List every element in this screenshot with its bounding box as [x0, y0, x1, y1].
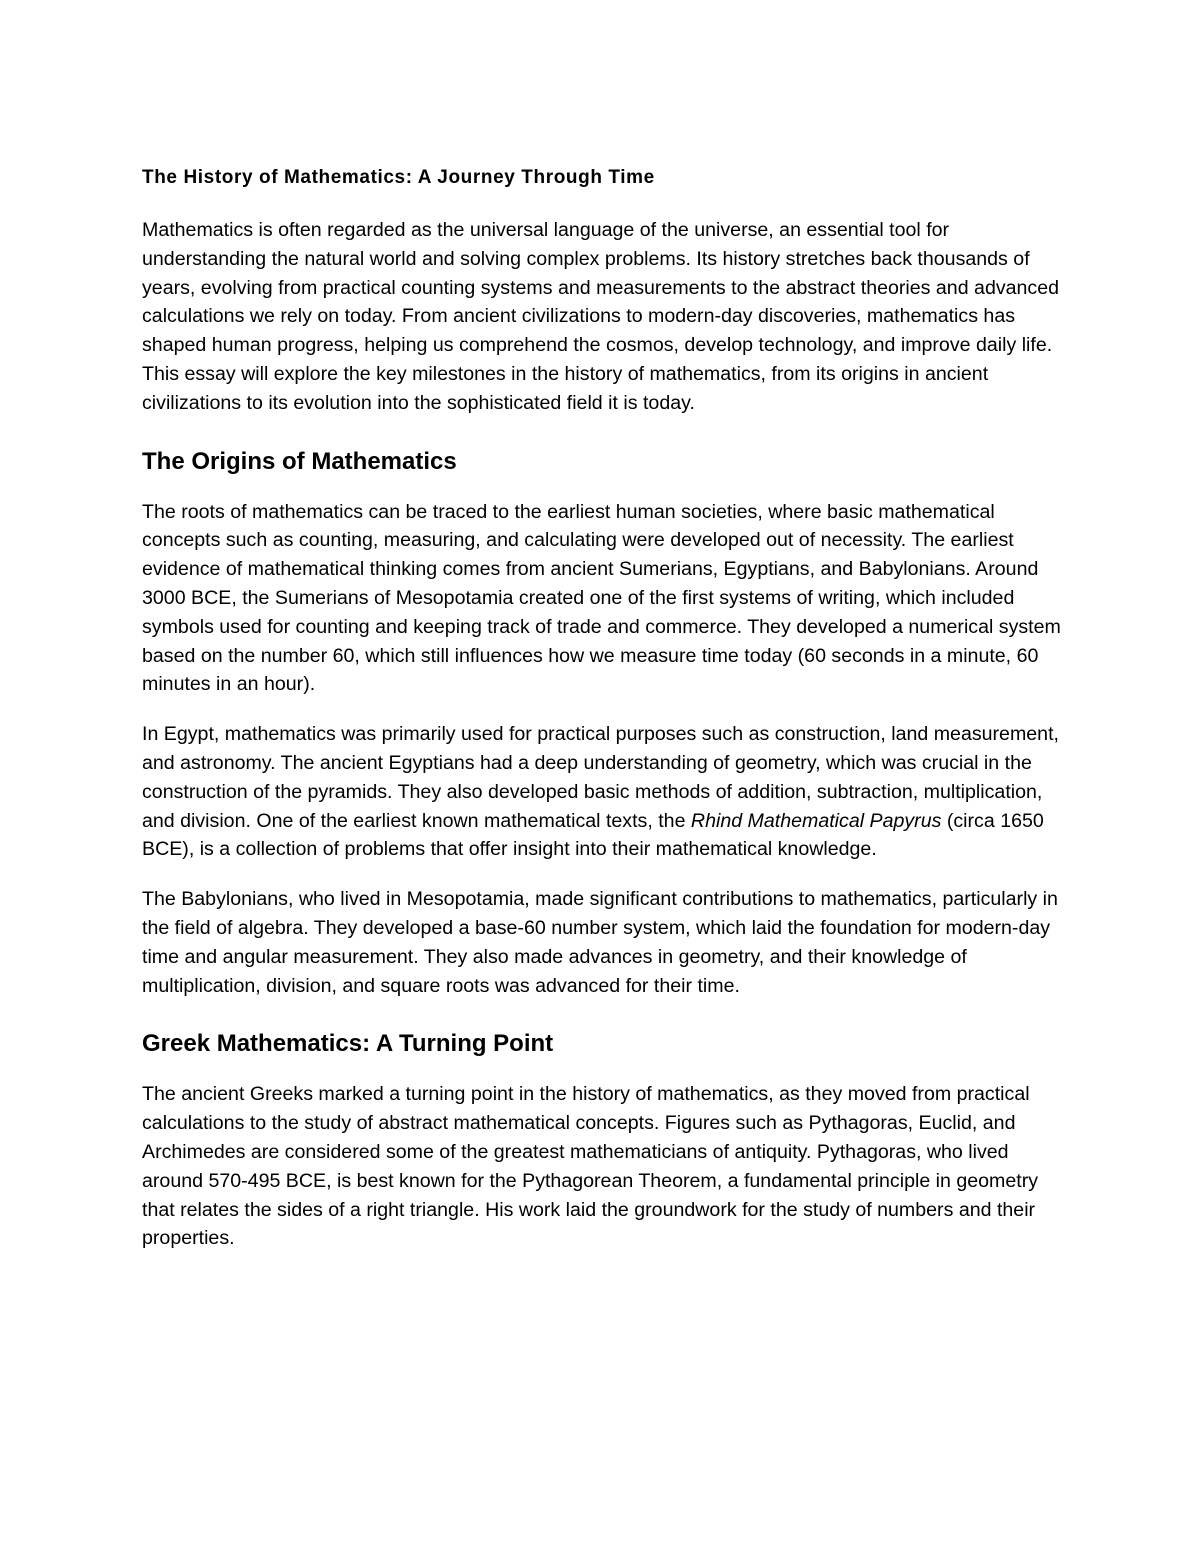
- origins-paragraph-1: The roots of mathematics can be traced to the earliest human societies, where basic mathematical concepts such as counting, measuring, and calculating were developed out of necessity. The earliest evidence of mathematical thinking comes from ancient Sumerians, Egyptians, and Babylonians. Around 3000 BCE, the Sumerians of Mesopotamia created one of the first systems of writing, which included symbols used for counting and keeping track of trade and commerce. They developed a numerical system based on the number 60, which still influences how we measure time today (60 seconds in a minute, 60 minutes in an hour).: [142, 500, 1061, 696]
- origins-paragraph-3: The Babylonians, who lived in Mesopotamia, made significant contributions to mathematics, particularly in the field of algebra. They developed a base-60 number system, which laid the foundation for modern-day time and angular measurement. They also made advances in geometry, and their knowledge of multiplication, division, and square roots was advanced for their time.: [142, 888, 1058, 997]
- intro-paragraph: Mathematics is often regarded as the universal language of the universe, an essential tool for understanding the natural world and solving complex problems. Its history stretches back thousands of years, evolving from practical counting systems and measurements to the abstract theories and advanced calculations we rely on today. From ancient civilizations to modern-day discoveries, mathematics has shaped human progress, helping us comprehend the cosmos, develop technology, and improve daily life. This essay will explore the key milestones in the history of mathematics, from its origins in ancient civilizations to its evolution into the sophisticated field it is today.: [142, 219, 1060, 414]
- papyrus-title: Rhind Mathematical Papyrus: [690, 809, 942, 832]
- document-page: [142, 162, 1062, 1274]
- section-heading-greek: Greek Mathematics: A Turning Point: [142, 1030, 554, 1058]
- greek-paragraph-1: The ancient Greeks marked a turning point in the history of mathematics, as they moved from practical calculations to the study of abstract mathematical concepts. Figures such as Pythagoras, Euclid, and Archimedes are considered some of the greatest mathematicians of antiquity. Pythagoras, who lived around 570-495 BCE, is best known for the Pythagorean Theorem, a fundamental principle in geometry that relates the sides of a right triangle. His work laid the groundwork for the study of numbers and their properties.: [142, 1083, 1039, 1250]
- origins-paragraph-2-text-b: (circa 1650 BCE), is a collection of problems that offer insight into their mathematical knowledge.: [142, 809, 1044, 861]
- document-title: The History of Mathematics: A Journey Through Time: [142, 167, 655, 188]
- section-heading-origins: The Origins of Mathematics: [142, 447, 457, 475]
- origins-paragraph-2-text-a: In Egypt, mathematics was primarily used for practical purposes such as construction, land measurement, and astronomy. The ancient Egyptians had a deep understanding of geometry, which was crucial in the construction of the pyramids. They also developed basic methods of addition, subtraction, multiplication, and division. One of the earliest known mathematical texts, the: [142, 723, 1059, 832]
- origins-paragraph-2: [142, 720, 1062, 864]
